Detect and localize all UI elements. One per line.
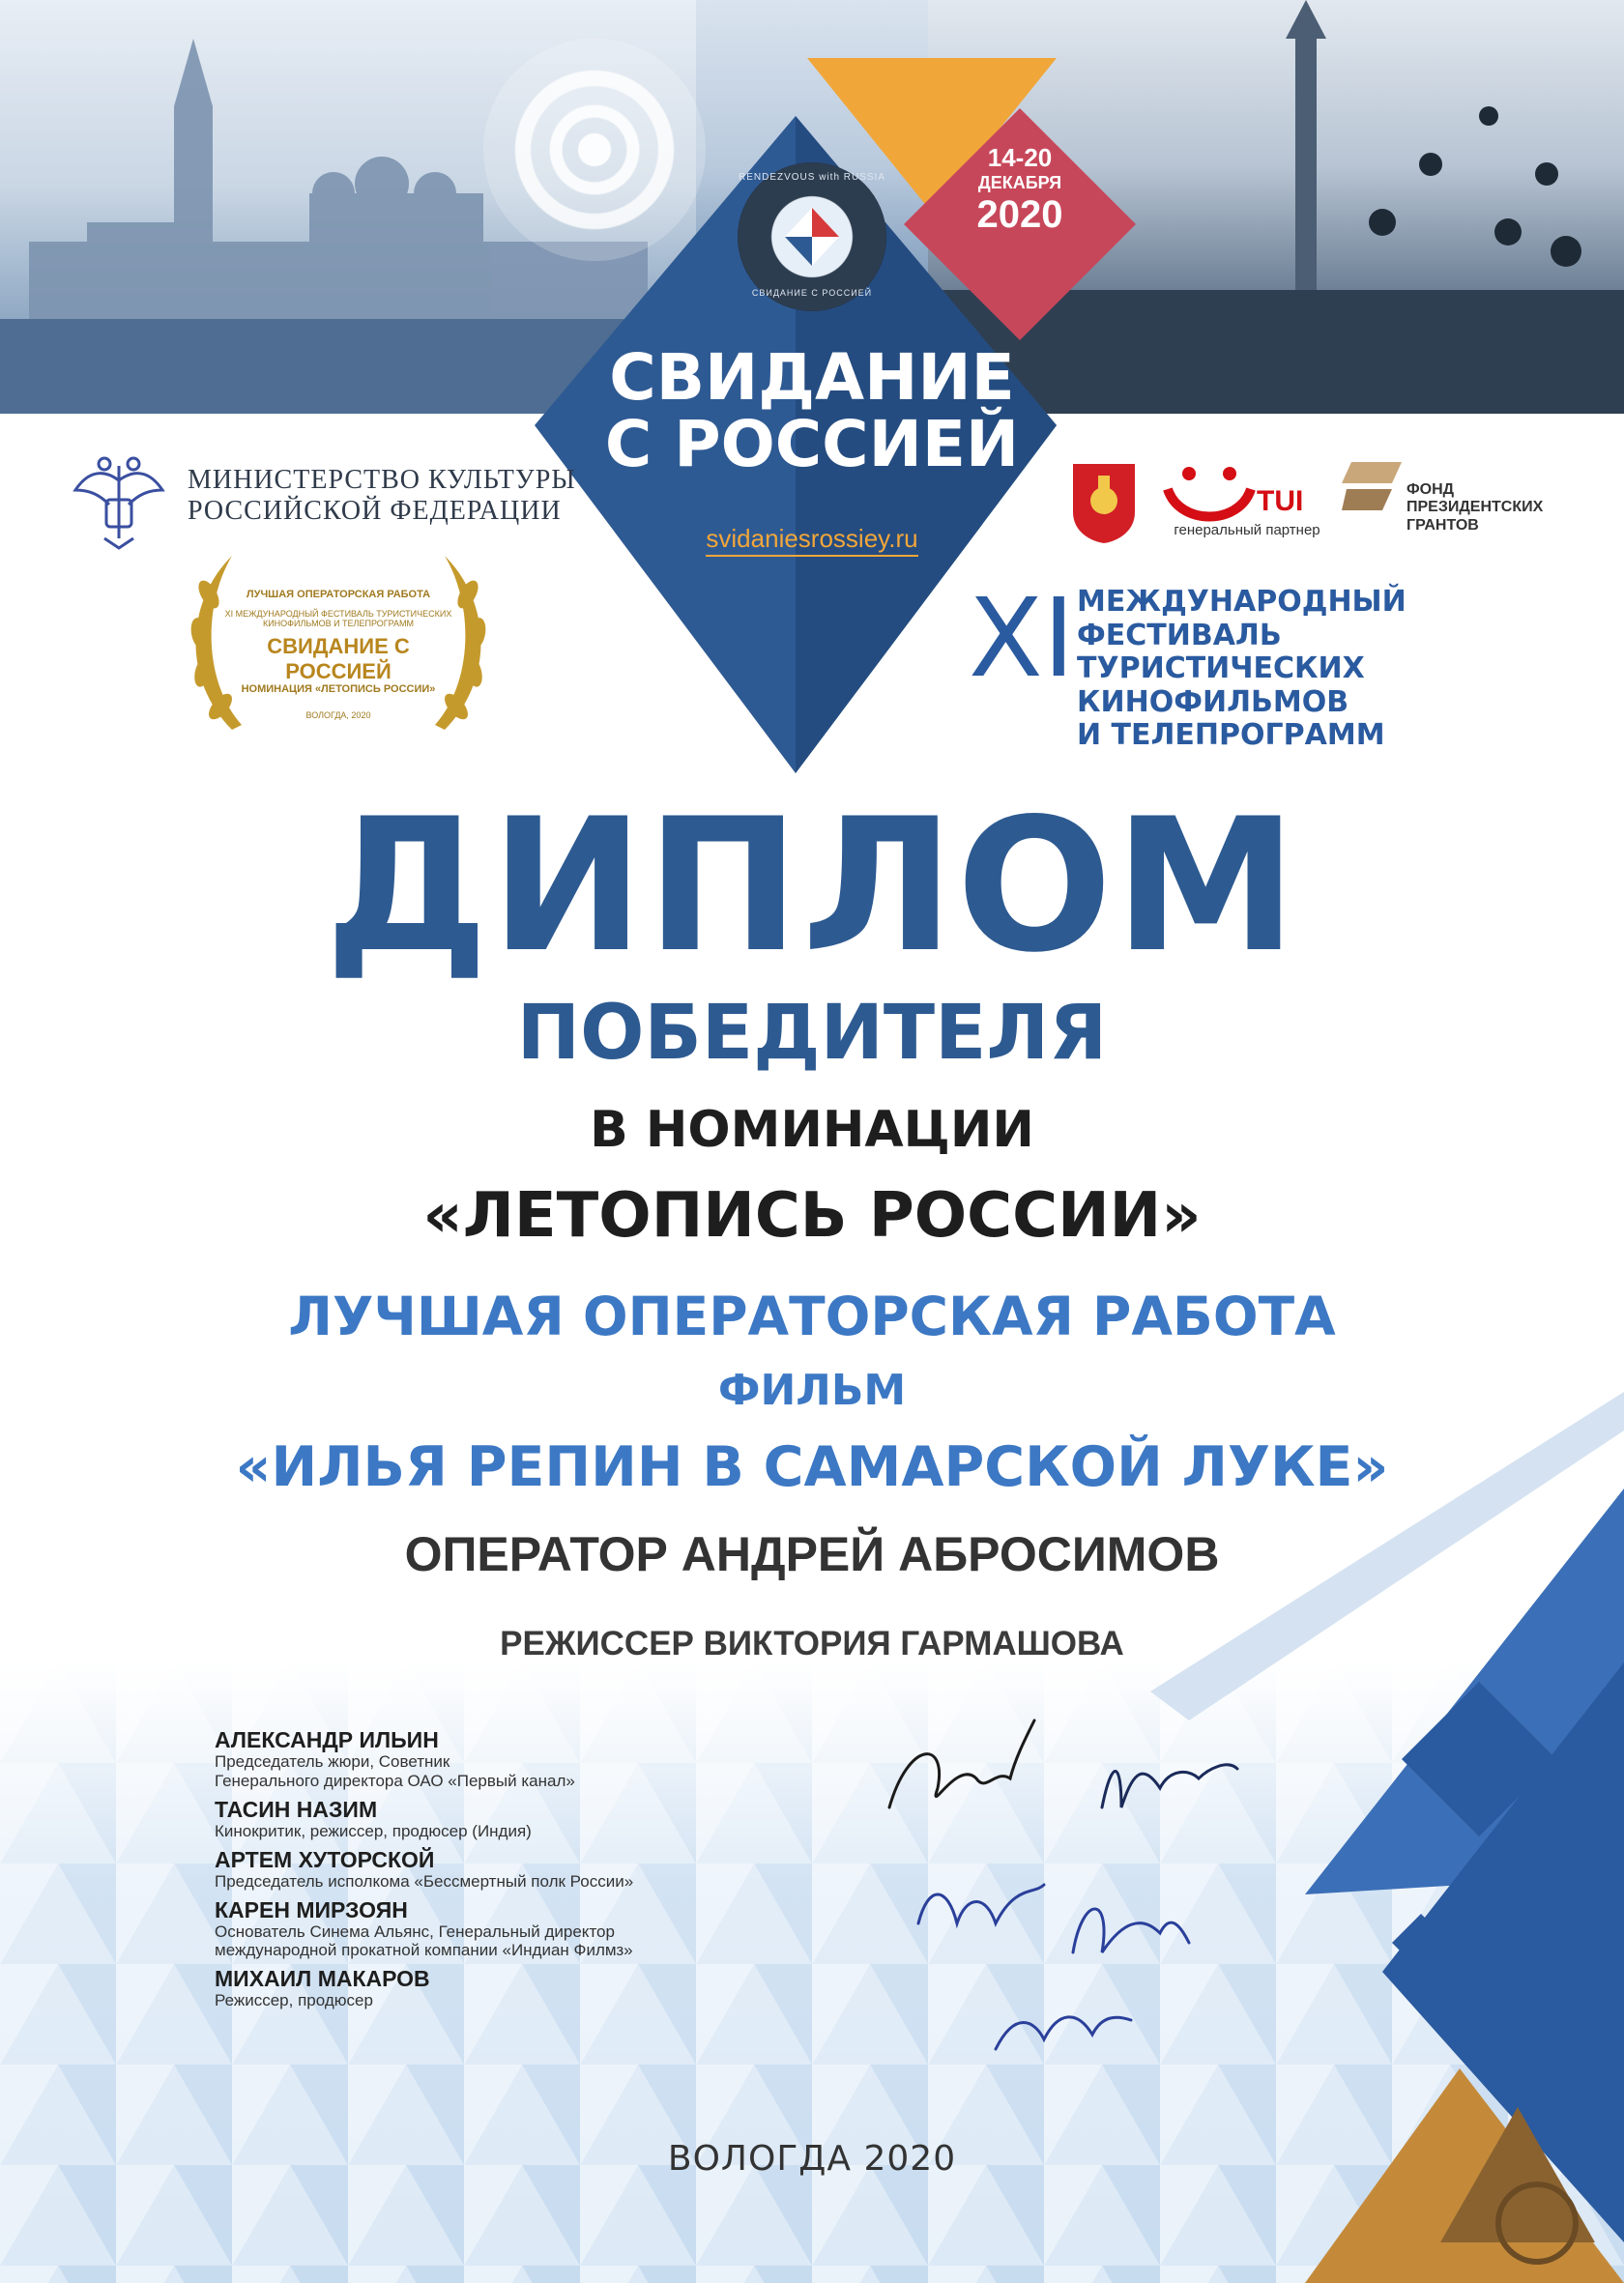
film-label: ФИЛЬМ bbox=[717, 1366, 907, 1415]
fund-line3: ГРАНТОВ bbox=[1406, 516, 1479, 534]
presidential-grants-fund-name bbox=[1406, 481, 1543, 535]
festival-title-line2: С РОССИЕЙ bbox=[604, 407, 1020, 482]
festival-name-line2: ТУРИСТИЧЕСКИХ КИНОФИЛЬМОВ bbox=[1077, 651, 1365, 719]
signature-2 bbox=[1102, 1765, 1237, 1807]
date-range: 14-20 bbox=[987, 143, 1053, 172]
diploma-subtitle: ПОБЕДИТЕЛЯ bbox=[516, 990, 1108, 1077]
jury-member-role: Генерального директора ОАО «Первый канал» bbox=[215, 1771, 575, 1790]
laurel-city-year: ВОЛОГДА, 2020 bbox=[305, 710, 371, 720]
tui-caption: генеральный партнер bbox=[1174, 522, 1320, 538]
city-year: ВОЛОГДА 2020 bbox=[667, 2139, 957, 2179]
fund-line2: ПРЕЗИДЕНТСКИХ bbox=[1406, 499, 1544, 516]
nomination-name: «ЛЕТОПИСЬ РОССИИ» bbox=[422, 1180, 1202, 1252]
jury-member-role: Режиссер, продюсер bbox=[215, 1991, 373, 2010]
festival-title-line1: СВИДАНИЕ bbox=[609, 340, 1015, 415]
jury-member-role: Основатель Синема Альянс, Генеральный директор bbox=[215, 1922, 615, 1941]
festival-name-line1: МЕЖДУНАРОДНЫЙ ФЕСТИВАЛЬ bbox=[1077, 585, 1406, 652]
jury-member-name: АЛЕКСАНДР ИЛЬИН bbox=[215, 1727, 439, 1752]
signature-3 bbox=[918, 1885, 1044, 1923]
logo-text-bottom: СВИДАНИЕ С РОССИЕЙ bbox=[751, 288, 873, 298]
jury-list bbox=[215, 1727, 814, 2016]
signature-5 bbox=[996, 2017, 1131, 2049]
jury-signatures bbox=[870, 1701, 1305, 2088]
double-headed-eagle-icon bbox=[66, 447, 172, 553]
ministry-name bbox=[188, 465, 576, 527]
jury-member-role: Председатель жюри, Советник bbox=[215, 1752, 450, 1772]
jury-member-role: Председатель исполкома «Бессмертный полк России» bbox=[215, 1871, 634, 1891]
laurel-award-name: ЛУЧШАЯ ОПЕРАТОРСКАЯ РАБОТА bbox=[246, 589, 431, 600]
film-title: «ИЛЬЯ РЕПИН В САМАРСКОЙ ЛУКЕ» bbox=[235, 1435, 1389, 1499]
nomination-intro: В НОМИНАЦИИ bbox=[590, 1101, 1034, 1159]
jury-member-role: международной прокатной компании «Индиан Филмз» bbox=[215, 1941, 633, 1960]
tui-brand: TUI bbox=[1257, 485, 1304, 517]
laurel-festival-title: СВИДАНИЕ С РОССИЕЙ bbox=[267, 634, 410, 683]
laurel-festival-name: XI МЕЖДУНАРОДНЫЙ ФЕСТИВАЛЬ ТУРИСТИЧЕСКИХ КИНОФИЛЬМОВ И ТЕЛЕПРОГРАММ bbox=[224, 609, 452, 629]
jury-member bbox=[215, 1727, 814, 1791]
ministry-line2: РОССИЙСКОЙ ФЕДЕРАЦИИ bbox=[188, 496, 562, 527]
director-name: РЕЖИССЕР ВИКТОРИЯ ГАРМАШОВА bbox=[500, 1625, 1124, 1662]
jury-member bbox=[215, 1847, 814, 1892]
ministry-line1: МИНИСТЕРСТВО КУЛЬТУРЫ bbox=[188, 465, 576, 495]
diploma-title: ДИПЛОМ bbox=[325, 779, 1299, 993]
laurel-nomination: НОМИНАЦИЯ «ЛЕТОПИСЬ РОССИИ» bbox=[241, 683, 436, 695]
signature-1 bbox=[889, 1720, 1034, 1807]
date-month: ДЕКАБРЯ bbox=[977, 173, 1062, 192]
presidential-grants-fund-icon bbox=[1342, 462, 1402, 520]
award-name: ЛУЧШАЯ ОПЕРАТОРСКАЯ РАБОТА bbox=[288, 1286, 1336, 1347]
jury-member bbox=[215, 1797, 814, 1841]
festival-name-line3: И ТЕЛЕПРОГРАММ bbox=[1077, 718, 1385, 752]
festival-url-text[interactable]: svidaniesrossiey.ru bbox=[706, 524, 917, 557]
jury-member-name: МИХАИЛ МАКАРОВ bbox=[215, 1966, 430, 1992]
festival-url[interactable] bbox=[535, 524, 1089, 554]
fund-line1: ФОНД bbox=[1406, 481, 1455, 498]
jury-member bbox=[215, 1966, 814, 2010]
vologda-crest-icon bbox=[1071, 462, 1137, 545]
festival-edition-number: XI bbox=[969, 576, 1075, 702]
logo-text-top: RENDEZVOUS with RUSSIA bbox=[738, 172, 886, 183]
signature-4 bbox=[1073, 1909, 1189, 1952]
festival-dates bbox=[957, 145, 1083, 234]
festival-title bbox=[535, 340, 1089, 482]
date-year: 2020 bbox=[976, 193, 1063, 236]
festival-full-name bbox=[1077, 586, 1618, 753]
jury-member-name: КАРЕН МИРЗОЯН bbox=[215, 1896, 408, 1922]
jury-member bbox=[215, 1897, 814, 1961]
jury-member-name: ТАСИН НАЗИМ bbox=[215, 1796, 378, 1822]
jury-member-name: АРТЕМ ХУТОРСКОЙ bbox=[215, 1846, 435, 1872]
operator-name: ОПЕРАТОР АНДРЕЙ АБРОСИМОВ bbox=[404, 1527, 1220, 1581]
jury-member-role: Кинокритик, режиссер, продюсер (Индия) bbox=[215, 1821, 532, 1840]
